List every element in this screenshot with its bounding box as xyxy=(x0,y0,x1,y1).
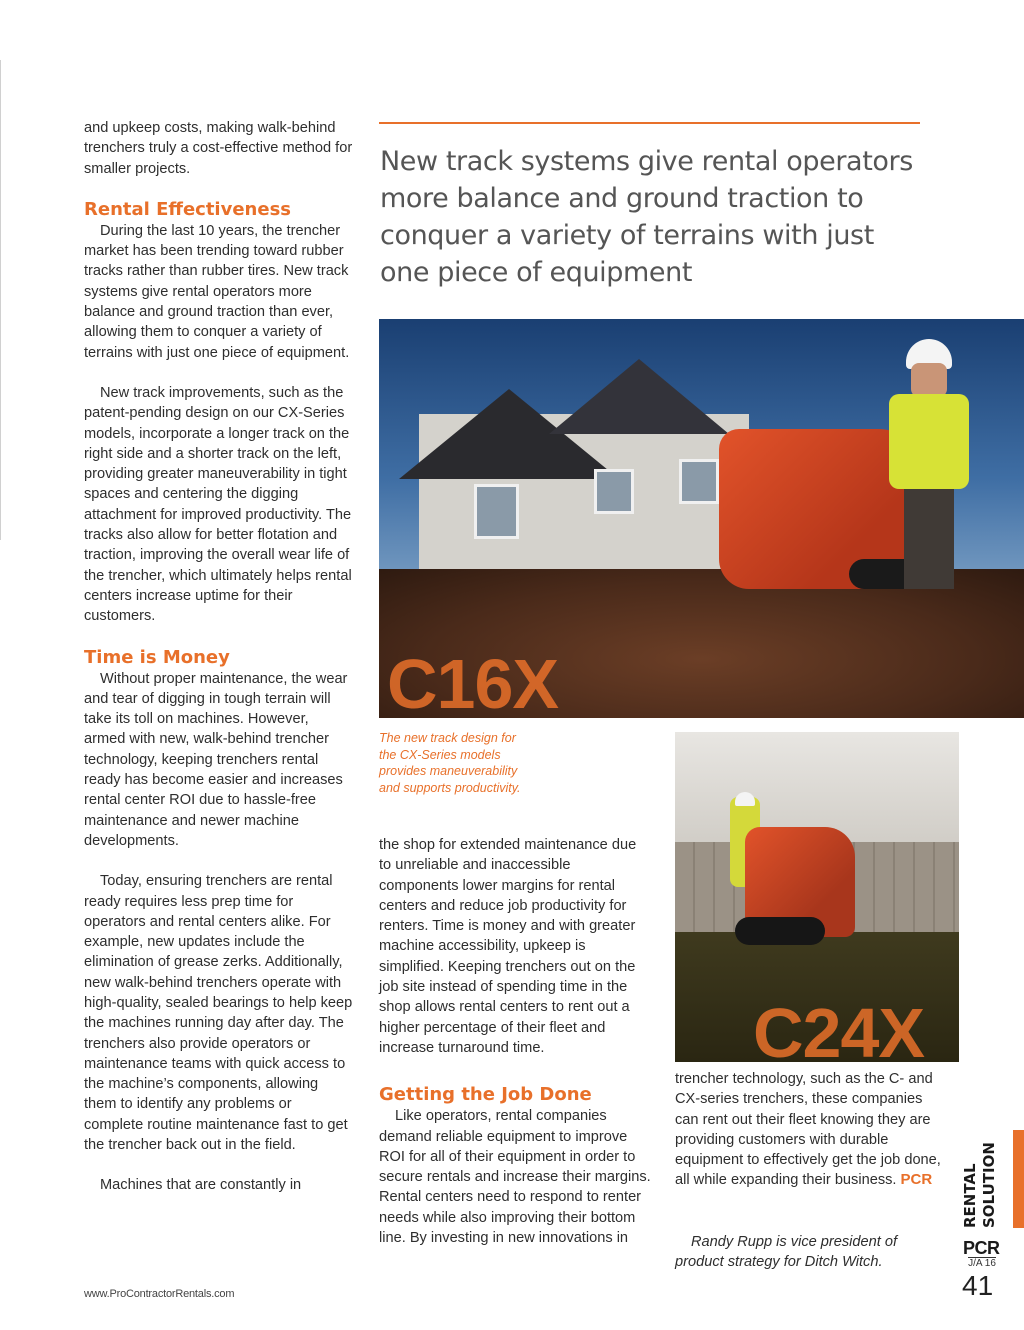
article-column-1 xyxy=(84,118,354,1196)
section-heading-rental-effectiveness: Rental Effectiveness xyxy=(84,198,291,220)
section-label-line: SOLUTION xyxy=(980,1142,998,1228)
magazine-logo: PCR xyxy=(963,1238,1000,1258)
photo-roof xyxy=(549,359,729,434)
page-number: 41 xyxy=(962,1270,994,1301)
paragraph: Like operators, rental companies demand reliable equipment to improve ROI for all of their equipment in order to secure rentals and increase their margins. Rental centers need to respond to renter needs while also improving their bottom line. By investing in new innovations in xyxy=(379,1108,651,1247)
photo-window xyxy=(679,459,719,504)
photo-c16x-trencher xyxy=(379,319,1024,718)
paragraph: Machines that are constantly in xyxy=(100,1177,302,1194)
paragraph: and upkeep costs, making walk-behind trenchers truly a cost-effective method for smaller projects. xyxy=(84,120,353,177)
paragraph-text: trencher technology, such as the C- and CX-series trenchers, these companies can rent out their fleet knowing they are providing customers with durable equipment to effectively get the job done, all while expanding their business. xyxy=(675,1071,941,1189)
paragraph: Today, ensuring trenchers are rental ready requires less prep time for operators and rental centers alike. For example, new updates include the elimination of grease zerks. Additionally, new walk-behind trenchers operate with high-quality, sealed bearings to help keep the machines running day after day. The trenchers also provide operators or maintenance teams with quick access to the machine’s components, allowing them to identify any problems or complete routine maintenance fast to get the trencher back out in the field. xyxy=(84,873,353,1154)
article-column-3 xyxy=(675,1069,947,1191)
section-label-text xyxy=(961,1142,999,1228)
end-mark-logo: PCR xyxy=(900,1171,933,1189)
paragraph: the shop for extended maintenance due to unreliable and inaccessible components lower margins for rental centers and reduce job productivity for renters. Time is money and with greater machine accessibility, upkeep is simplified. Keeping trenchers out on the job site instead of spending time in the shop allows rental centers to rent out a higher percentage of their fleet and increase turnaround time. xyxy=(379,837,637,1056)
article-column-2 xyxy=(379,835,651,1248)
photo-worker xyxy=(884,339,974,589)
photo-c24x-trencher xyxy=(675,732,959,1062)
issue-label: J/A 16 xyxy=(968,1258,996,1269)
paragraph xyxy=(675,1069,947,1191)
section-accent-bar xyxy=(1013,1130,1024,1228)
photo-window xyxy=(474,484,519,539)
footer-url: www.ProContractorRentals.com xyxy=(84,1288,235,1300)
author-byline: Randy Rupp is vice president of product strategy for Ditch Witch. xyxy=(675,1234,898,1271)
photo-trencher-track xyxy=(735,917,825,945)
paragraph: New track improvements, such as the patent-pending design on our CX-Series models, incorporate a longer track on the right side and a shorter track on the left, providing greater maneuverability in tight spaces and centering the digging attachment for improved productivity. The tracks also allow for better flotation and traction, improving the overall wear life of the trencher, which ultimately helps rental centers increase uptime for their customers. xyxy=(84,384,352,625)
page-edge-rule xyxy=(0,60,1,540)
section-heading-getting-the-job-done: Getting the Job Done xyxy=(379,1084,592,1106)
photo-safety-vest xyxy=(889,394,969,489)
photo-model-label: C16X xyxy=(387,645,559,718)
photo-worker-legs xyxy=(904,489,954,589)
pullquote: New track systems give rental operators more balance and ground traction to conquer a variety of terrains with just one piece of equipment xyxy=(380,146,913,288)
photo-caption: The new track design for the CX-Series models provides maneuverability and supports productivity. xyxy=(379,731,521,795)
photo-worker-head xyxy=(911,363,947,397)
paragraph: During the last 10 years, the trencher market has been trending toward rubber tracks rather than rubber tires. New track systems give rental operators more balance and ground traction than ever, allowing them to conquer a variety of terrains with just one piece of equipment. xyxy=(84,222,350,361)
photo-hardhat xyxy=(735,792,755,806)
paragraph: Without proper maintenance, the wear and tear of digging in tough terrain will take its toll on machines. However, armed with new, walk-behind trencher technology, keeping trenchers rental ready has become easier and increases rental center ROI due to hassle-free maintenance and newer machine developments. xyxy=(84,670,348,849)
section-heading-time-is-money: Time is Money xyxy=(84,646,230,668)
photo-model-label: C24X xyxy=(753,994,925,1062)
pullquote-rule xyxy=(379,122,920,124)
photo-window xyxy=(594,469,634,514)
section-label-line: RENTAL xyxy=(961,1163,979,1228)
